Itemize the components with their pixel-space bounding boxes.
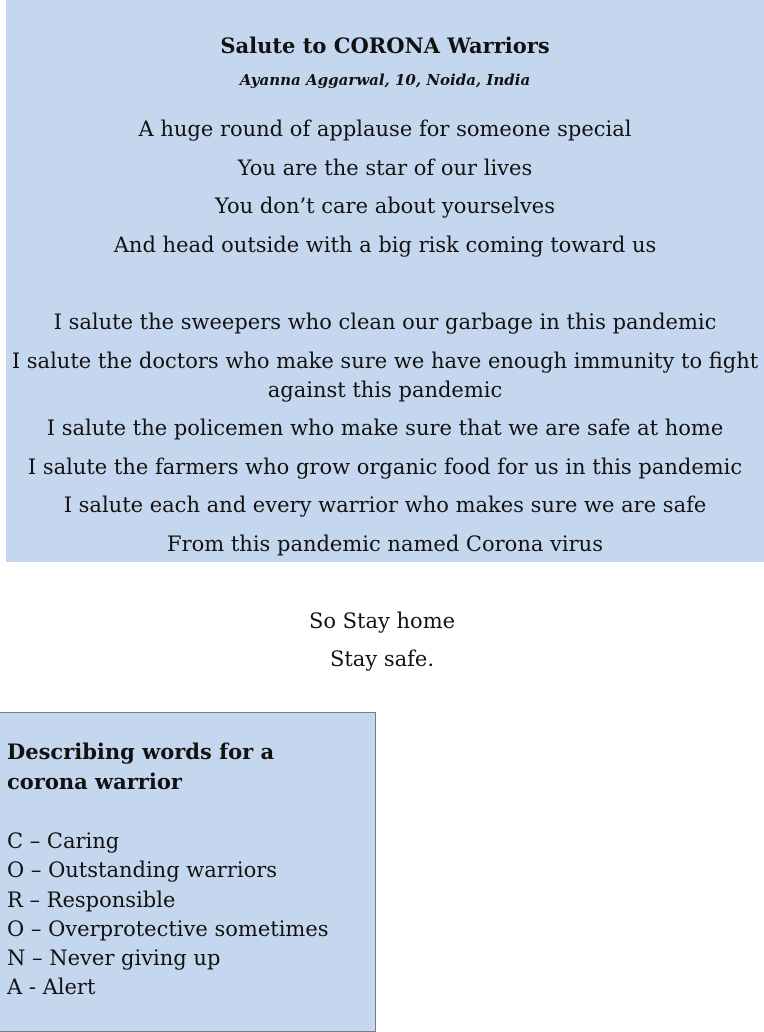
describing-word-item: A - Alert — [7, 975, 96, 1000]
poem-line: From this pandemic named Corona virus — [167, 531, 603, 556]
poem-line: I salute the sweepers who clean our garbage in this pandemic — [53, 310, 717, 334]
poem-box — [6, 0, 764, 562]
poem-line: And head outside with a big risk coming toward us — [113, 232, 657, 257]
poem-title: Salute to CORONA Warriors — [220, 33, 550, 58]
poem-stanza-2 — [6, 308, 764, 568]
poem-line: I salute each and every warrior who makes sure we are safe — [63, 493, 707, 517]
poem-line: I salute the policemen who make sure that we are safe at home — [46, 416, 724, 440]
poem-closing — [0, 607, 764, 683]
poem-author: Ayanna Aggarwal, 10, Noida, India — [239, 71, 531, 89]
describing-word-item: O – Outstanding warriors — [7, 858, 278, 883]
describing-word-item: N – Never giving up — [7, 946, 221, 971]
describing-word-item: O – Overprotective sometimes — [7, 916, 329, 941]
closing-line: Stay safe. — [329, 647, 435, 671]
poem-line: I salute the doctors who make sure we have enough immunity to fight against this pandemic — [11, 348, 759, 402]
closing-line: So Stay home — [308, 609, 456, 633]
describing-word-item: C – Caring — [7, 829, 120, 853]
poem-line: You are the star of our lives — [237, 155, 533, 180]
poem-line: You don’t care about yourselves — [214, 194, 555, 218]
poem-line: I salute the farmers who grow organic food for us in this pandemic — [27, 454, 743, 479]
describing-word-item: R – Responsible — [7, 887, 176, 912]
poem-line: A huge round of applause for someone special — [138, 117, 632, 141]
poem-stanza-1 — [6, 115, 764, 269]
describing-words-list — [7, 827, 375, 1003]
describing-words-box — [0, 712, 376, 1032]
describing-words-heading: Describing words for a corona warrior — [7, 739, 275, 794]
